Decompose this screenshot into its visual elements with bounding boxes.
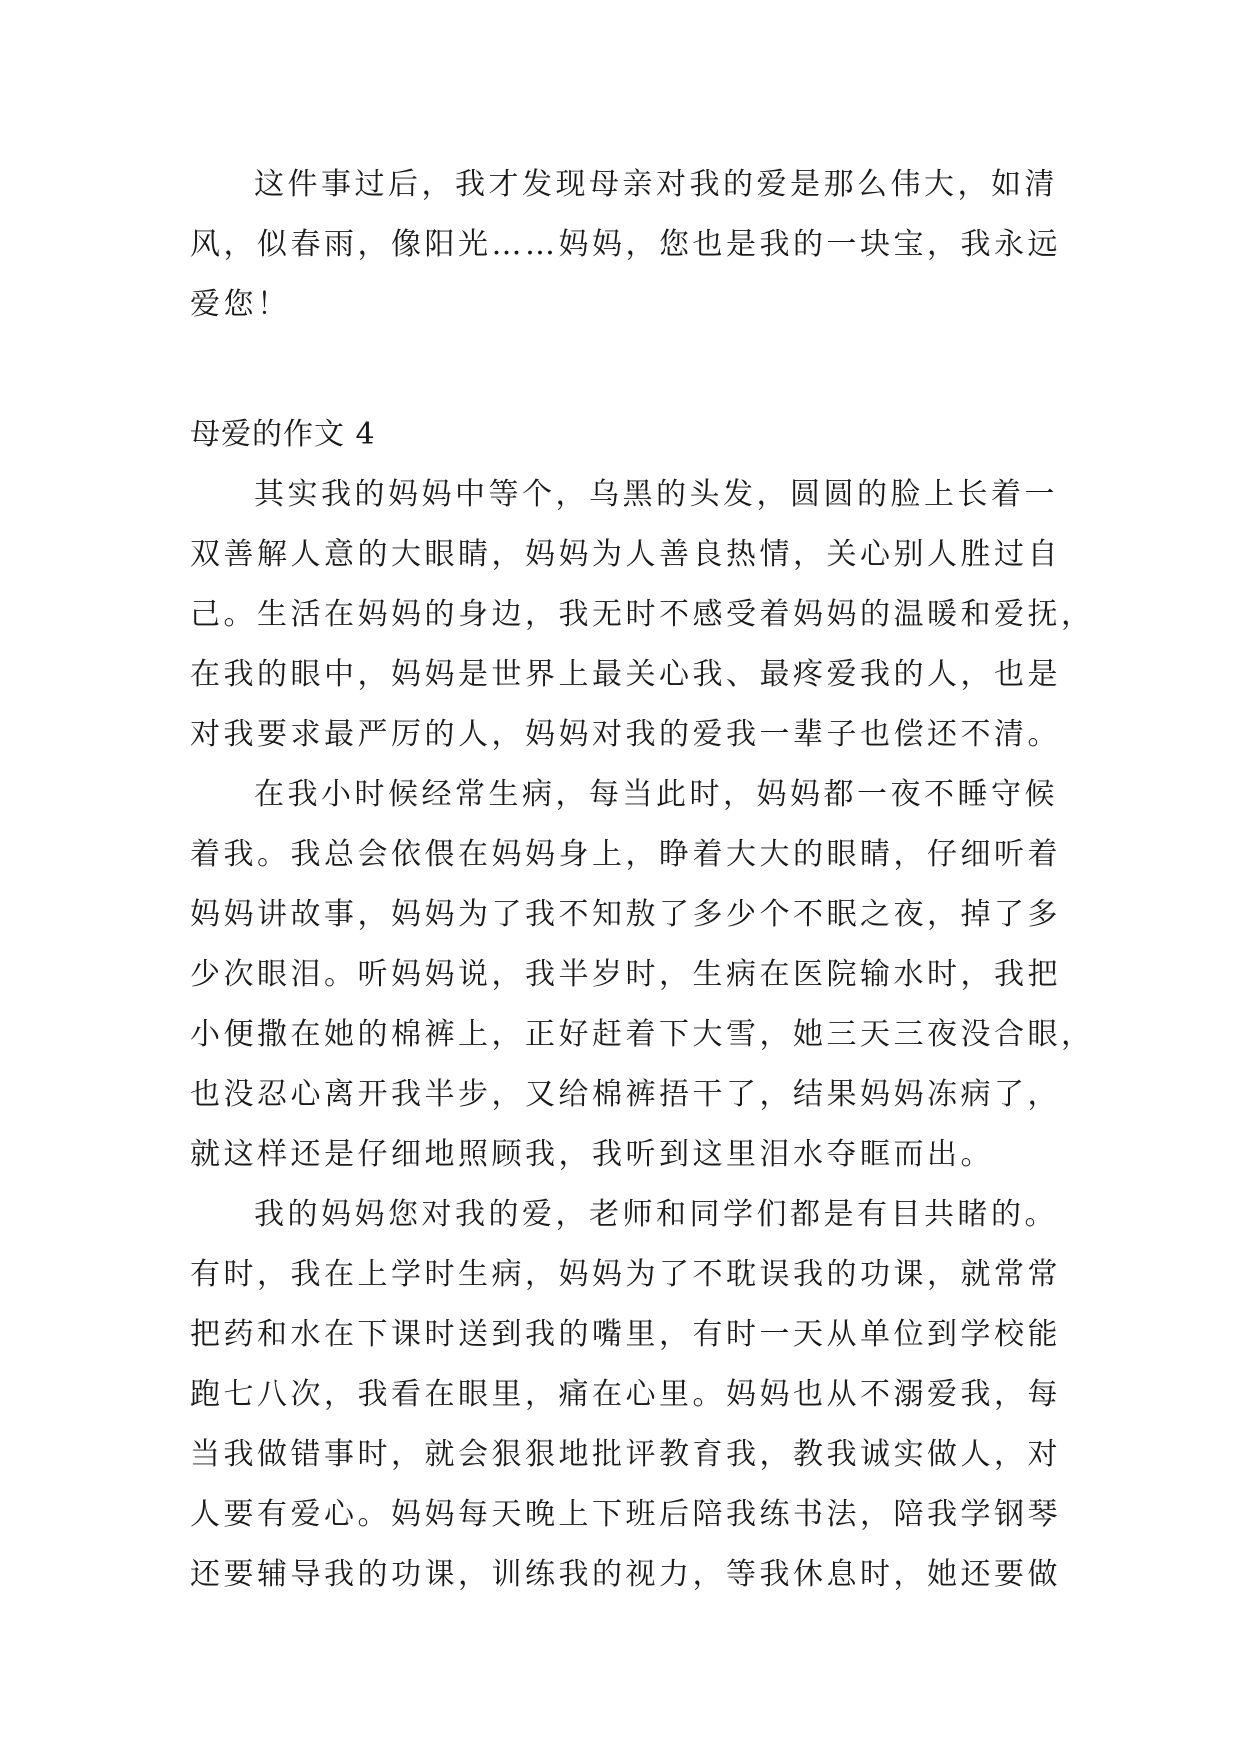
paragraph-line: 爱您！ <box>190 287 291 322</box>
paragraph-line: 己。生活在妈妈的身边，我无时不感受着妈妈的温暖和爱抚， <box>190 597 1095 632</box>
paragraph-line: 着我。我总会依偎在妈妈身上，睁着大大的眼睛，仔细听着 <box>190 837 1061 872</box>
paragraph-line: 还要辅导我的功课，训练我的视力，等我休息时，她还要做 <box>190 1557 1061 1592</box>
paragraph-line: 双善解人意的大眼睛，妈妈为人善良热情，关心别人胜过自 <box>190 537 1061 572</box>
paragraph-3 <box>190 765 1095 1185</box>
paragraph-line: 把药和水在下课时送到我的嘴里，有时一天从单位到学校能 <box>190 1317 1061 1352</box>
paragraph-line: 其实我的妈妈中等个，乌黑的头发，圆圆的脸上长着一 <box>254 477 1058 512</box>
paragraph-line: 风，似春雨，像阳光……妈妈，您也是我的一块宝，我永远 <box>190 227 1061 262</box>
paragraph-line: 小便撒在她的棉裤上，正好赶着下大雪，她三天三夜没合眼， <box>190 1017 1095 1052</box>
paragraph-1 <box>190 155 1061 335</box>
paragraph-4 <box>190 1185 1061 1605</box>
paragraph-spacer <box>190 335 1050 405</box>
paragraph-line: 跑七八次，我看在眼里，痛在心里。妈妈也从不溺爱我，每 <box>190 1377 1061 1412</box>
paragraph-line: 少次眼泪。听妈妈说，我半岁时，生病在医院输水时，我把 <box>190 957 1061 992</box>
paragraph-line: 就这样还是仔细地照顾我，我听到这里泪水夺眶而出。 <box>190 1137 994 1172</box>
paragraph-line: 在我的眼中，妈妈是世界上最关心我、最疼爱我的人，也是 <box>190 657 1061 692</box>
paragraph-line: 也没忍心离开我半步，又给棉裤捂干了，结果妈妈冻病了， <box>190 1077 1061 1112</box>
paragraph-line: 在我小时候经常生病，每当此时，妈妈都一夜不睡守候 <box>254 777 1058 812</box>
paragraph-line: 妈妈讲故事，妈妈为了我不知敖了多少个不眠之夜，掉了多 <box>190 897 1061 932</box>
section-heading: 母爱的作文 4 <box>190 417 376 452</box>
paragraph-line: 当我做错事时，就会狠狠地批评教育我，教我诚实做人，对 <box>190 1437 1061 1472</box>
paragraph-line: 我的妈妈您对我的爱，老师和同学们都是有目共睹的。 <box>254 1197 1058 1232</box>
paragraph-line: 有时，我在上学时生病，妈妈为了不耽误我的功课，就常常 <box>190 1257 1061 1292</box>
paragraph-line: 这件事过后，我才发现母亲对我的爱是那么伟大，如清 <box>254 167 1058 202</box>
paragraph-2 <box>190 465 1095 765</box>
paragraph-line: 人要有爱心。妈妈每天晚上下班后陪我练书法，陪我学钢琴 <box>190 1497 1061 1532</box>
document-body <box>190 155 1095 1605</box>
paragraph-line: 对我要求最严厉的人，妈妈对我的爱我一辈子也偿还不清。 <box>190 717 1061 752</box>
